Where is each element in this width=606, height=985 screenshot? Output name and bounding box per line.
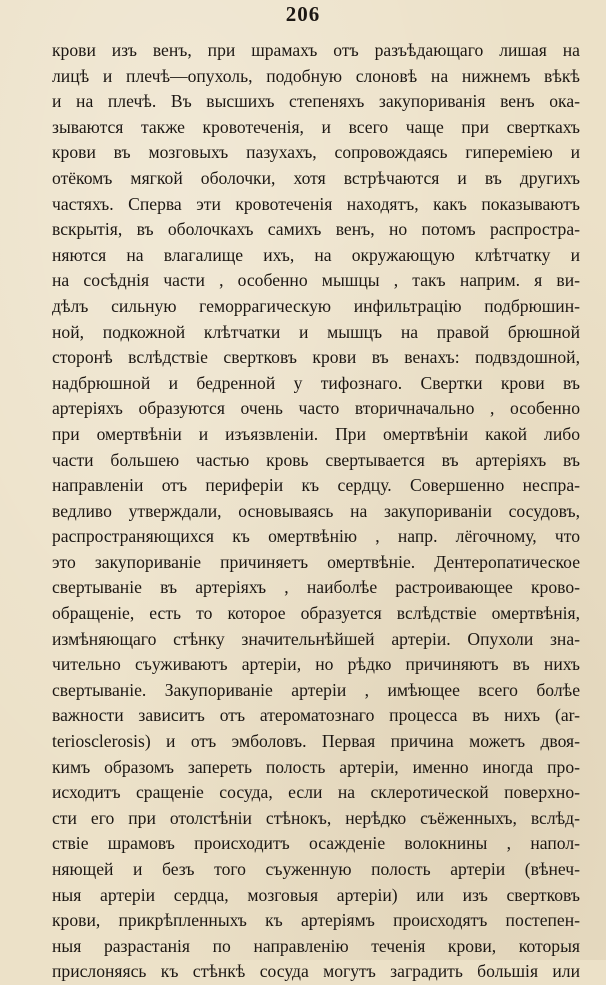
text-line: сти его при отолстѣніи стѣнокъ, нерѣдко съёженныхъ, вслѣд- [52, 807, 580, 828]
text-line: крови изъ венъ, при шрамахъ отъ разъѣдающаго лишая на [52, 40, 580, 60]
text-line: свертываніе въ артеріяхъ , наиболѣе растроивающее крово- [52, 577, 580, 598]
text-line: крови, прикрѣпленныхъ къ артеріямъ происходятъ постепен- [52, 910, 580, 931]
text-line: исходитъ сращеніе сосуда, если на склеротической поверхно- [52, 782, 580, 803]
text-line: дѣлъ сильную геморрагическую инфильтрацію подбрюшин- [52, 295, 580, 316]
text-line: распространяющихся къ омертвѣнію , напр. лёгочному, что [52, 526, 580, 547]
text-line: зываются также кровотеченія, и всего чаще при сверткахъ [52, 116, 580, 137]
text-line: крови въ мозговыхъ пазухахъ, сопровождаясь гиперемiею и [52, 142, 580, 163]
text-line: важности зависитъ отъ атероматознаго процесса въ нихъ (ar- [52, 705, 580, 726]
text-line: свертываніе. Закупориваніе артеріи , имѣющее всего болѣе [52, 679, 580, 700]
text-line: няются на влагалище ихъ, на окружающую клѣтчатку и [52, 244, 580, 265]
text-line: ведливо утверждали, основываясь на закупориваніи сосудовъ, [52, 500, 580, 521]
text-line: ныя артеріи сердца, мозговыя артеріи) или изъ свертковъ [52, 884, 580, 905]
page-number: 206 [285, 2, 321, 26]
text-line: это закупориваніе причиняетъ омертвѣніе. Дентеропатическое [52, 551, 580, 572]
text-line: на сосѣднія части , особенно мышцы , такъ наприм. я ви- [52, 270, 580, 291]
text-line: измѣняющаго стѣнку значительнѣйшей артеріи. Опухоли зна- [52, 628, 580, 649]
text-line: частяхъ. Сперва эти кровотеченія находятъ, какъ показываютъ [52, 193, 580, 214]
text-line: ной, подкожной клѣтчатки и мышцъ на правой брюшной [52, 321, 580, 342]
text-line: части большею частью кровь свертывается въ артеріяхъ въ [52, 449, 580, 470]
text-line: лицѣ и плечѣ—опухоль, подобную слоновѣ на нижнемъ вѣкѣ [52, 65, 580, 86]
text-line: обращеніе, есть то которое образуется вслѣдствіе омертвѣнія, [52, 603, 580, 624]
text-line: при омертвѣніи и изъязвленіи. При омертвѣніи какой либо [52, 423, 580, 444]
text-line: вскрытія, въ оболочкахъ самихъ венъ, но потомъ распростра- [52, 219, 580, 240]
text-line: teriosclerosis) и отъ эмболовъ. Первая причина можетъ двоя- [52, 731, 580, 752]
text-line: надбрюшной и бедренной у тифознаго. Свертки крови въ [52, 372, 580, 393]
text-line: направленіи отъ периферіи къ сердцу. Совершенно неспра- [52, 475, 580, 496]
text-line: няющей и безъ того съуженную полость артеріи (вѣнеч- [52, 859, 580, 879]
text-line: чительно съуживаютъ артеріи, но рѣдко причиняютъ въ нихъ [52, 654, 580, 675]
text-line: артеріяхъ образуются очень часто вторичначально , особенно [52, 398, 580, 419]
text-line: и на плечѣ. Въ высшихъ степеняхъ закупориванія венъ ока- [52, 91, 580, 112]
text-line: отёкомъ мягкой оболочки, хотя встрѣчаются и въ другихъ [52, 167, 580, 188]
text-line: прислоняясь къ стѣнкѣ сосуда могутъ заградить большія или [52, 961, 580, 982]
text-line: сторонѣ вслѣдствіе свертковъ крови въ венахъ: подвздошной, [52, 347, 580, 368]
text-line: ныя разрастанія по направленію теченія крови, которыя [52, 935, 580, 956]
text-line: кимъ образомъ запереть полость артеріи, именно иногда про- [52, 756, 580, 777]
text-line: ствіе шрамовъ происходитъ осажденіе волокнины , напол- [52, 833, 580, 854]
body-text [52, 38, 580, 985]
